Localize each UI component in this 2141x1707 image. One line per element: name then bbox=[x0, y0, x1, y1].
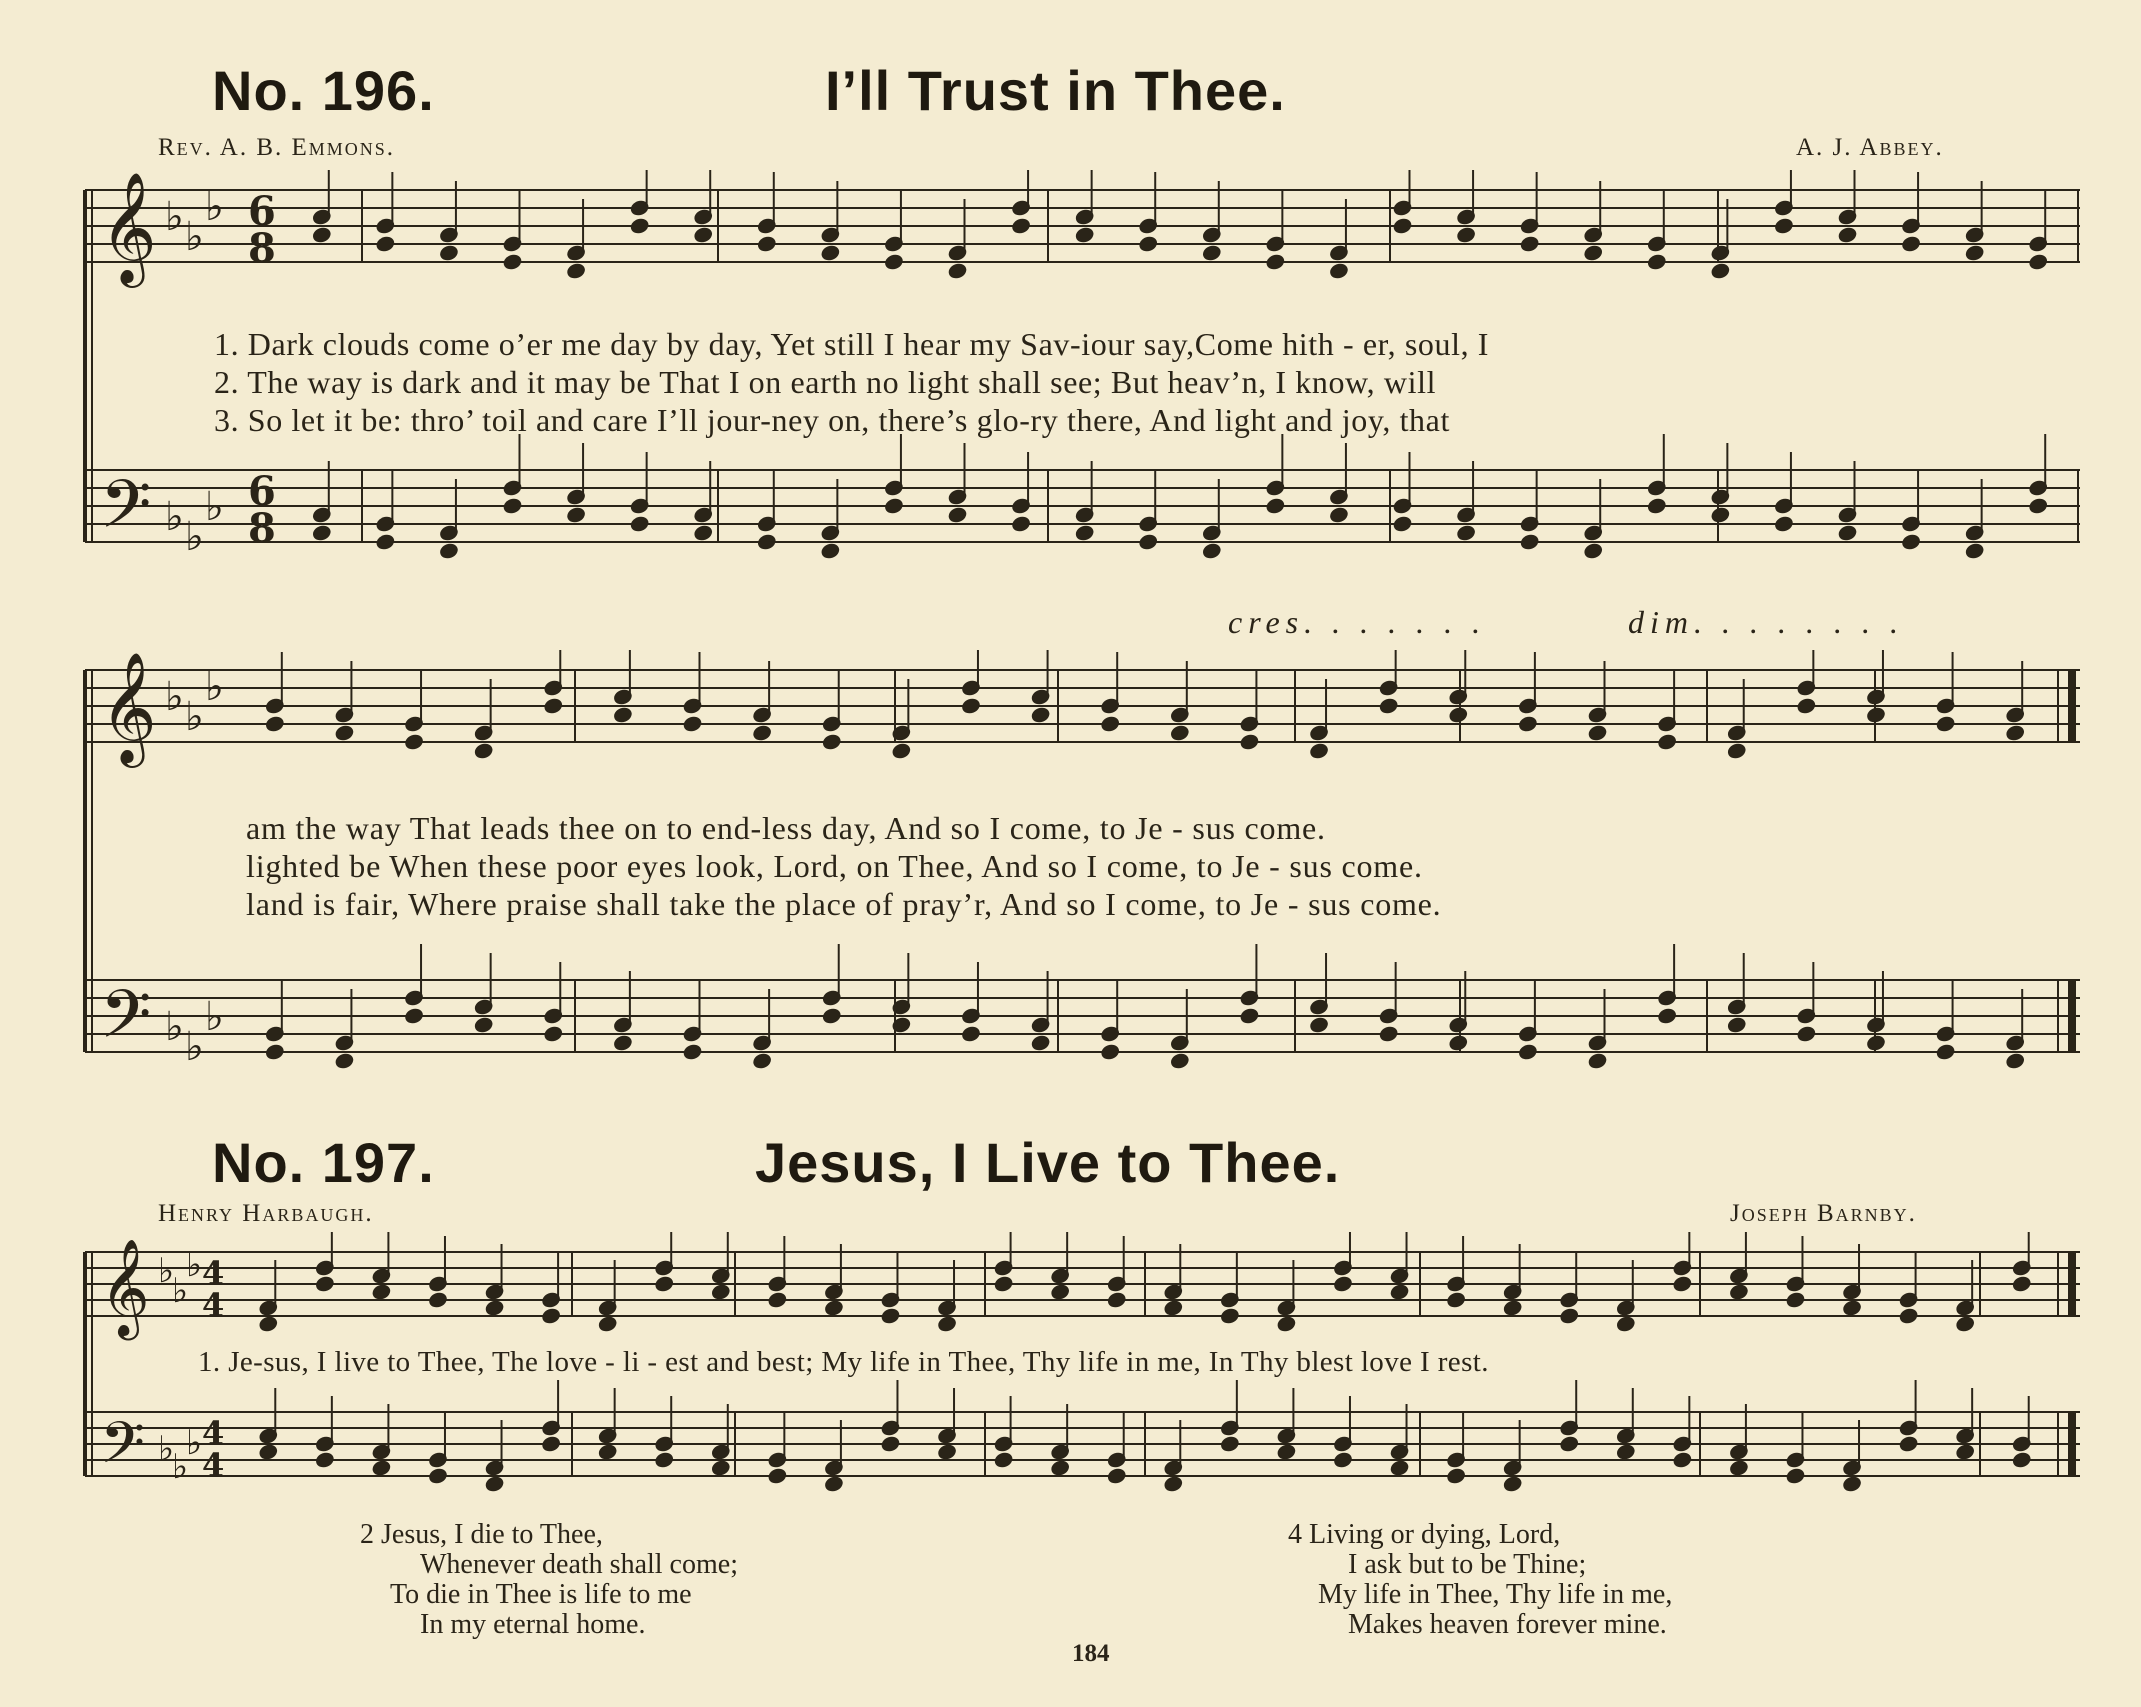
note-head bbox=[1842, 1476, 1861, 1492]
note-head bbox=[1333, 1276, 1352, 1293]
hymn-197-number: No. 197. bbox=[212, 1131, 435, 1194]
note-head bbox=[485, 1300, 504, 1317]
verse-line: Makes heaven forever mine. bbox=[1348, 1609, 1667, 1640]
svg-text:♭: ♭ bbox=[172, 1447, 189, 1487]
note-head bbox=[1329, 263, 1348, 280]
svg-text:♭: ♭ bbox=[205, 664, 224, 710]
svg-text:♭: ♭ bbox=[165, 494, 184, 540]
note-head bbox=[335, 1053, 354, 1070]
note-head bbox=[1012, 516, 1031, 533]
svg-text:♭: ♭ bbox=[165, 1004, 184, 1050]
verse-line: My life in Thee, Thy life in me, bbox=[1318, 1579, 1673, 1610]
note-head bbox=[824, 1476, 843, 1492]
note-head bbox=[259, 1444, 278, 1461]
note-head bbox=[1449, 707, 1468, 724]
note-head bbox=[768, 1292, 787, 1309]
svg-text:♭: ♭ bbox=[185, 694, 204, 740]
hymn-197-title: Jesus, I Live to Thee. bbox=[755, 1131, 1341, 1194]
note-head bbox=[1711, 507, 1730, 524]
note-head bbox=[711, 1284, 730, 1301]
note-head bbox=[1101, 716, 1120, 733]
svg-text:4: 4 bbox=[202, 1286, 225, 1324]
note-head bbox=[1647, 498, 1666, 515]
note-head bbox=[613, 707, 632, 724]
note-head bbox=[1390, 1284, 1409, 1301]
note-head bbox=[613, 1035, 632, 1052]
note-head bbox=[1266, 254, 1285, 271]
note-head bbox=[1727, 743, 1746, 760]
note-head bbox=[1447, 1292, 1466, 1309]
lyric-line: 1. Dark clouds come o’er me day by day, Yet still I hear my Sav-iour say,Come hith - er, soul, I bbox=[214, 326, 1490, 362]
note-head bbox=[1390, 1460, 1409, 1477]
note-head bbox=[1309, 743, 1328, 760]
note-head bbox=[376, 236, 395, 253]
svg-text:4: 4 bbox=[202, 1446, 225, 1484]
note-head bbox=[372, 1284, 391, 1301]
verse-line: I ask but to be Thine; bbox=[1348, 1549, 1587, 1580]
lyric-line: lighted be When these poor eyes look, Lord, on Thee, And so I come, to Je - sus come. bbox=[246, 848, 1423, 884]
note-head bbox=[1170, 725, 1189, 742]
note-head bbox=[757, 534, 776, 551]
note-head bbox=[1240, 734, 1259, 751]
note-head bbox=[1956, 1316, 1975, 1333]
note-head bbox=[1560, 1436, 1579, 1453]
note-head bbox=[1220, 1436, 1239, 1453]
svg-text:♭: ♭ bbox=[158, 1251, 175, 1291]
svg-text:6: 6 bbox=[248, 188, 276, 235]
note-head bbox=[937, 1316, 956, 1333]
lyric-line: 3. So let it be: thro’ toil and care I’ll jour-ney on, there’s glo-ry there, And light and joy, that bbox=[214, 402, 1450, 438]
note-head bbox=[1051, 1284, 1070, 1301]
note-head bbox=[1838, 227, 1857, 244]
note-head bbox=[994, 1276, 1013, 1293]
treble-clef-icon bbox=[100, 171, 157, 288]
verse-line: Whenever death shall come; bbox=[420, 1549, 738, 1580]
note-head bbox=[474, 1017, 493, 1034]
note-head bbox=[961, 698, 980, 715]
note-head bbox=[1277, 1316, 1296, 1333]
note-head bbox=[428, 1292, 447, 1309]
note-head bbox=[1012, 218, 1031, 235]
note-head bbox=[1560, 1308, 1579, 1325]
note-head bbox=[884, 498, 903, 515]
note-head bbox=[404, 734, 423, 751]
note-head bbox=[1899, 1436, 1918, 1453]
note-head bbox=[1647, 254, 1666, 271]
dynamic-diminuendo: dim. . . . . . . . bbox=[1628, 604, 1904, 640]
note-head bbox=[753, 1053, 772, 1070]
note-head bbox=[335, 725, 354, 742]
note-head bbox=[822, 1008, 841, 1025]
note-head bbox=[2012, 1452, 2031, 1469]
note-head bbox=[312, 525, 331, 542]
note-head bbox=[1786, 1292, 1805, 1309]
note-head bbox=[1457, 525, 1476, 542]
svg-text:4: 4 bbox=[202, 1254, 225, 1292]
note-head bbox=[655, 1452, 674, 1469]
note-head bbox=[1051, 1460, 1070, 1477]
svg-text:8: 8 bbox=[248, 505, 276, 552]
note-head bbox=[1588, 725, 1607, 742]
verse-line: 4 Living or dying, Lord, bbox=[1288, 1519, 1561, 1550]
note-head bbox=[822, 734, 841, 751]
note-head bbox=[567, 263, 586, 280]
note-head bbox=[1658, 734, 1677, 751]
note-head bbox=[881, 1308, 900, 1325]
svg-text:♭: ♭ bbox=[158, 1429, 175, 1469]
note-head bbox=[1031, 1035, 1050, 1052]
note-head bbox=[630, 516, 649, 533]
note-head bbox=[1277, 1444, 1296, 1461]
note-head bbox=[1107, 1292, 1126, 1309]
note-head bbox=[994, 1452, 1013, 1469]
note-head bbox=[1139, 534, 1158, 551]
bass-clef-icon bbox=[100, 466, 151, 559]
note-head bbox=[961, 1026, 980, 1043]
note-head bbox=[1774, 516, 1793, 533]
hymn-196-title: I’ll Trust in Thee. bbox=[825, 59, 1286, 122]
note-head bbox=[1729, 1460, 1748, 1477]
note-head bbox=[884, 254, 903, 271]
note-head bbox=[1457, 227, 1476, 244]
note-head bbox=[428, 1468, 447, 1485]
note-head bbox=[1936, 1044, 1955, 1061]
note-head bbox=[1449, 1035, 1468, 1052]
svg-text:𝄢: 𝄢 bbox=[100, 1409, 146, 1491]
svg-text:♭: ♭ bbox=[205, 484, 224, 530]
note-head bbox=[683, 716, 702, 733]
note-head bbox=[821, 543, 840, 560]
svg-text:6: 6 bbox=[248, 468, 276, 515]
note-head bbox=[1101, 1044, 1120, 1061]
note-head bbox=[503, 498, 522, 515]
note-head bbox=[1520, 236, 1539, 253]
note-head bbox=[544, 1026, 563, 1043]
note-head bbox=[598, 1444, 617, 1461]
note-head bbox=[1202, 245, 1221, 262]
note-head bbox=[711, 1460, 730, 1477]
note-head bbox=[1727, 1017, 1746, 1034]
note-head bbox=[1797, 1026, 1816, 1043]
svg-text:𝄢: 𝄢 bbox=[100, 976, 152, 1069]
note-head bbox=[265, 716, 284, 733]
svg-text:♭: ♭ bbox=[185, 1024, 204, 1070]
note-head bbox=[315, 1276, 334, 1293]
note-head bbox=[312, 227, 331, 244]
note-head bbox=[1956, 1444, 1975, 1461]
lyric-line: 2. The way is dark and it may be That I on earth no light shall see; But heav’n, I know, will bbox=[214, 364, 1437, 400]
note-head bbox=[259, 1316, 278, 1333]
hymn-196-composer: A. J. Abbey. bbox=[1796, 134, 1944, 161]
lyric-line: land is fair, Where praise shall take the place of pray’r, And so I come, to Je - sus come. bbox=[246, 886, 1442, 922]
verse-line: In my eternal home. bbox=[420, 1609, 646, 1640]
svg-text:♭: ♭ bbox=[186, 1423, 203, 1463]
note-head bbox=[1309, 1017, 1328, 1034]
note-head bbox=[265, 1044, 284, 1061]
svg-text:4: 4 bbox=[202, 1414, 225, 1452]
bass-clef-icon bbox=[100, 976, 151, 1069]
note-head bbox=[1393, 218, 1412, 235]
note-head bbox=[1379, 1026, 1398, 1043]
note-head bbox=[1866, 707, 1885, 724]
note-head bbox=[768, 1468, 787, 1485]
note-head bbox=[1379, 698, 1398, 715]
svg-text:♭: ♭ bbox=[165, 194, 184, 240]
note-head bbox=[1503, 1300, 1522, 1317]
note-head bbox=[881, 1436, 900, 1453]
verse-2 bbox=[360, 1520, 738, 1640]
note-head bbox=[1786, 1468, 1805, 1485]
note-head bbox=[1333, 1452, 1352, 1469]
note-head bbox=[757, 236, 776, 253]
note-head bbox=[315, 1452, 334, 1469]
svg-text:8: 8 bbox=[248, 225, 276, 272]
note-head bbox=[404, 1008, 423, 1025]
note-head bbox=[1584, 543, 1603, 560]
note-head bbox=[2006, 725, 2025, 742]
note-head bbox=[1170, 1053, 1189, 1070]
lyric-line: 1. Je-sus, I live to Thee, The love - li - est and best; My life in Thee, Thy life in me, In Thy blest love I rest. bbox=[198, 1346, 1489, 1378]
note-head bbox=[1902, 534, 1921, 551]
treble-clef-icon bbox=[100, 1238, 150, 1340]
note-head bbox=[1266, 498, 1285, 515]
note-head bbox=[1658, 1008, 1677, 1025]
note-head bbox=[2006, 1053, 2025, 1070]
svg-text:♭: ♭ bbox=[172, 1271, 189, 1311]
note-head bbox=[372, 1460, 391, 1477]
note-head bbox=[1329, 507, 1348, 524]
hymn-197-author: Henry Harbaugh. bbox=[158, 1200, 374, 1227]
note-head bbox=[1673, 1276, 1692, 1293]
note-head bbox=[1584, 245, 1603, 262]
note-head bbox=[1965, 245, 1984, 262]
note-head bbox=[1393, 516, 1412, 533]
note-head bbox=[474, 743, 493, 760]
note-head bbox=[598, 1316, 617, 1333]
bass-clef-icon bbox=[100, 1409, 145, 1491]
page-number: 184 bbox=[1072, 1640, 1110, 1667]
note-head bbox=[1711, 263, 1730, 280]
note-head bbox=[1797, 698, 1816, 715]
verse-line: To die in Thee is life to me bbox=[390, 1579, 692, 1610]
note-head bbox=[2012, 1276, 2031, 1293]
note-head bbox=[1902, 236, 1921, 253]
note-head bbox=[2029, 254, 2048, 271]
note-head bbox=[821, 245, 840, 262]
note-head bbox=[1107, 1468, 1126, 1485]
note-head bbox=[439, 245, 458, 262]
hymn-196-number: No. 196. bbox=[212, 59, 435, 122]
note-head bbox=[542, 1308, 561, 1325]
note-head bbox=[1842, 1300, 1861, 1317]
note-head bbox=[1965, 543, 1984, 560]
svg-text:♭: ♭ bbox=[186, 1245, 203, 1285]
note-head bbox=[1729, 1284, 1748, 1301]
svg-text:𝄢: 𝄢 bbox=[100, 466, 152, 559]
note-head bbox=[542, 1436, 561, 1453]
note-head bbox=[948, 263, 967, 280]
note-head bbox=[439, 543, 458, 560]
note-head bbox=[1774, 218, 1793, 235]
note-head bbox=[376, 534, 395, 551]
note-head bbox=[1503, 1476, 1522, 1492]
svg-text:♭: ♭ bbox=[165, 674, 184, 720]
note-head bbox=[1447, 1468, 1466, 1485]
note-head bbox=[824, 1300, 843, 1317]
svg-text:♭: ♭ bbox=[205, 994, 224, 1040]
note-head bbox=[1899, 1308, 1918, 1325]
verse-4 bbox=[1288, 1520, 1672, 1640]
note-head bbox=[1031, 707, 1050, 724]
note-head bbox=[1240, 1008, 1259, 1025]
note-head bbox=[1075, 227, 1094, 244]
treble-clef-icon bbox=[100, 651, 157, 768]
note-head bbox=[1164, 1476, 1183, 1492]
flat-icon bbox=[158, 1245, 202, 1487]
note-head bbox=[1936, 716, 1955, 733]
note-head bbox=[1673, 1452, 1692, 1469]
note-head bbox=[1866, 1035, 1885, 1052]
note-head bbox=[1164, 1300, 1183, 1317]
note-head bbox=[1838, 525, 1857, 542]
note-head bbox=[1220, 1308, 1239, 1325]
svg-text:𝄞: 𝄞 bbox=[100, 1238, 150, 1336]
note-head bbox=[937, 1444, 956, 1461]
note-head bbox=[567, 507, 586, 524]
note-head bbox=[683, 1044, 702, 1061]
note-head bbox=[1139, 236, 1158, 253]
hymn-196-author: Rev. A. B. Emmons. bbox=[158, 134, 396, 161]
note-head bbox=[1075, 525, 1094, 542]
note-head bbox=[1616, 1316, 1635, 1333]
lyric-line: am the way That leads thee on to end-less day, And so I come, to Je - sus come. bbox=[246, 810, 1326, 846]
note-head bbox=[1616, 1444, 1635, 1461]
note-head bbox=[892, 743, 911, 760]
note-head bbox=[655, 1276, 674, 1293]
note-head bbox=[694, 525, 713, 542]
svg-text:𝄞: 𝄞 bbox=[100, 651, 157, 763]
note-head bbox=[753, 725, 772, 742]
verse-line: 2 Jesus, I die to Thee, bbox=[360, 1519, 603, 1550]
note-head bbox=[2029, 498, 2048, 515]
note-head bbox=[1202, 543, 1221, 560]
note-head bbox=[544, 698, 563, 715]
svg-text:♭: ♭ bbox=[185, 514, 204, 560]
note-head bbox=[503, 254, 522, 271]
note-head bbox=[1520, 534, 1539, 551]
note-head bbox=[485, 1476, 504, 1492]
note-head bbox=[694, 227, 713, 244]
hymn-197-composer: Joseph Barnby. bbox=[1730, 1200, 1917, 1227]
note-head bbox=[630, 218, 649, 235]
svg-text:♭: ♭ bbox=[185, 214, 204, 260]
note-head bbox=[1518, 716, 1537, 733]
dynamic-crescendo: cres. . . . . . . bbox=[1228, 604, 1487, 640]
note-head bbox=[1588, 1053, 1607, 1070]
note-head bbox=[1518, 1044, 1537, 1061]
svg-text:♭: ♭ bbox=[205, 184, 224, 230]
svg-text:𝄞: 𝄞 bbox=[100, 171, 157, 283]
note-head bbox=[948, 507, 967, 524]
